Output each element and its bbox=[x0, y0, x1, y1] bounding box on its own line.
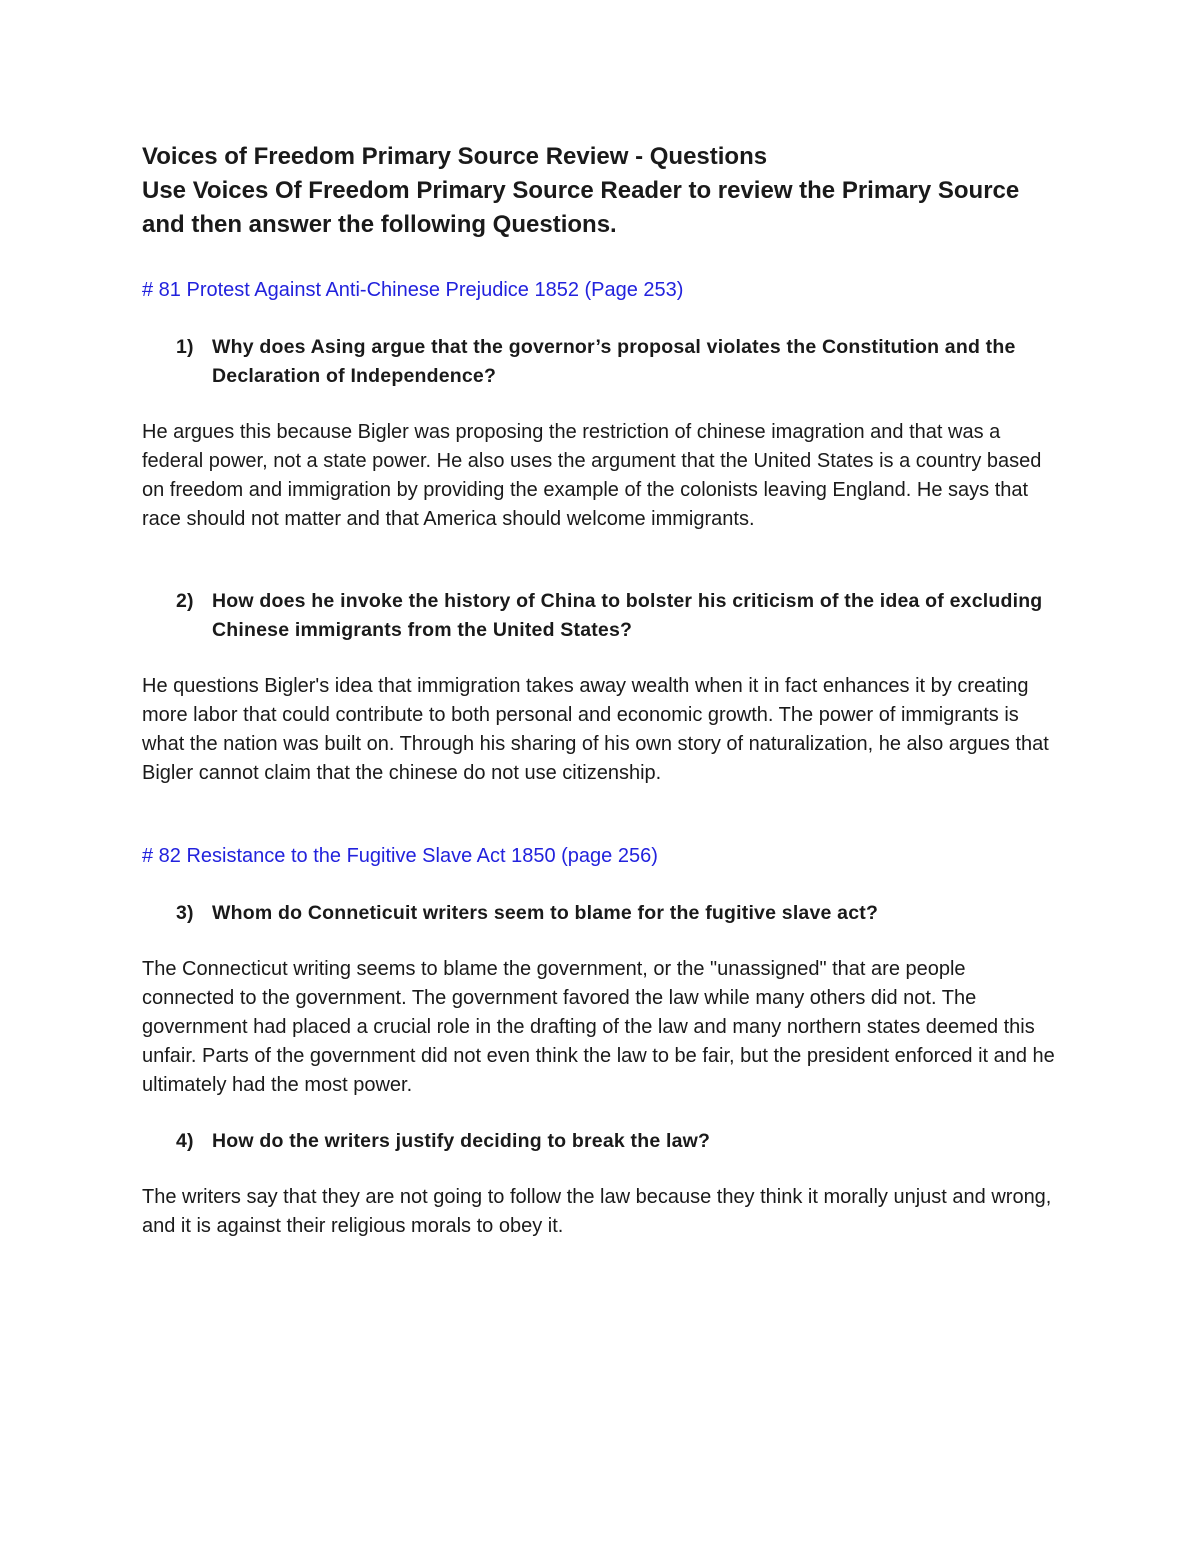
question-3 bbox=[142, 899, 1057, 928]
question-text: How does he invoke the history of China to bolster his criticism of the idea of excluding Chinese immigrants from the United States? bbox=[212, 590, 1043, 641]
document-title: Voices of Freedom Primary Source Review - Questions bbox=[142, 143, 768, 170]
answer-4: The writers say that they are not going to follow the law because they think it morally unjust and wrong, and it is against their religious morals to obey it. bbox=[142, 1186, 1052, 1237]
question-number: 2) bbox=[176, 590, 194, 612]
question-number: 1) bbox=[176, 336, 194, 358]
question-number: 3) bbox=[176, 902, 194, 924]
section-heading-81: # 81 Protest Against Anti-Chinese Prejudice 1852 (Page 253) bbox=[142, 279, 684, 301]
document-subtitle: Use Voices Of Freedom Primary Source Reader to review the Primary Source and then answer the following Questions. bbox=[142, 177, 1020, 238]
document-content bbox=[142, 140, 1057, 1241]
question-text: Whom do Conneticuit writers seem to blame for the fugitive slave act? bbox=[212, 902, 879, 924]
question-1 bbox=[142, 333, 1057, 391]
answer-2: He questions Bigler's idea that immigration takes away wealth when it in fact enhances it by creating more labor that could contribute to both personal and economic growth. The power of immigrants is what the nation was built on. Through his sharing of his own story of naturalization, he also argues that Bigler cannot claim that the chinese do not use citizenship. bbox=[142, 675, 1049, 784]
question-2 bbox=[142, 587, 1057, 645]
question-4 bbox=[142, 1127, 1057, 1156]
question-number: 4) bbox=[176, 1130, 194, 1152]
question-text: Why does Asing argue that the governor’s proposal violates the Constitution and the Declaration of Independence? bbox=[212, 336, 1016, 387]
question-text: How do the writers justify deciding to break the law? bbox=[212, 1130, 711, 1152]
answer-3: The Connecticut writing seems to blame the government, or the "unassigned" that are people connected to the government. The government favored the law while many others did not. The government had placed a crucial role in the drafting of the law and many northern states deemed this unfair. Parts of the government did not even think the law to be fair, but the president enforced it and he ultimately had the most power. bbox=[142, 958, 1055, 1096]
answer-1: He argues this because Bigler was proposing the restriction of chinese imagration and that was a federal power, not a state power. He also uses the argument that the United States is a country based on freedom and immigration by providing the example of the colonists leaving England. He says that race should not matter and that America should welcome immigrants. bbox=[142, 421, 1042, 530]
section-heading-82: # 82 Resistance to the Fugitive Slave Act 1850 (page 256) bbox=[142, 845, 658, 867]
